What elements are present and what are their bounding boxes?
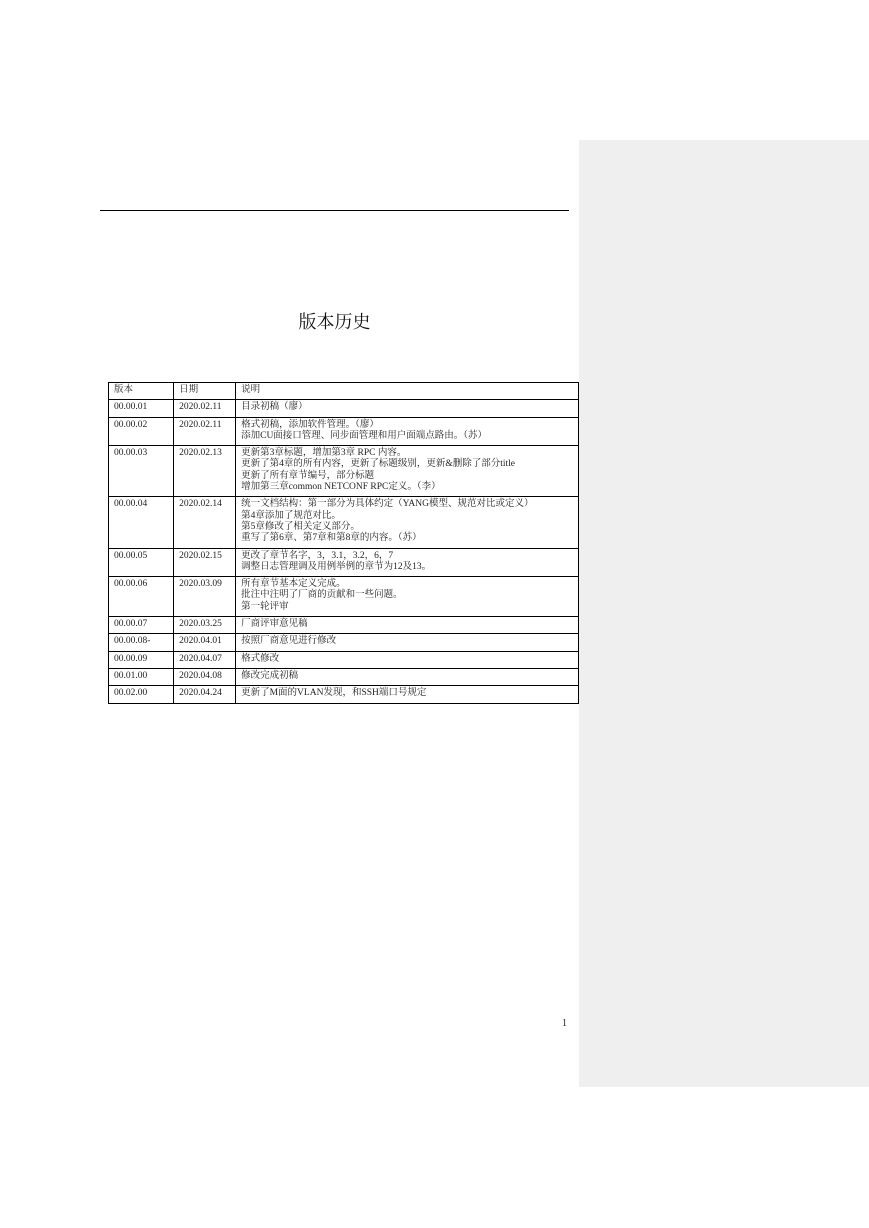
table-row [109,417,579,446]
table-row [109,577,579,617]
cell-date: 2020.04.08 [174,668,236,685]
description-line: 按照厂商意见进行修改 [241,636,337,647]
cell-version: 00.00.05 [109,548,174,577]
cell-date: 2020.04.01 [174,634,236,651]
header-rule [100,210,569,211]
description-line: 所有章节基本定义完成。 [241,579,346,590]
cell-version: 00.00.09 [109,651,174,668]
cell-date: 2020.02.14 [174,497,236,548]
page-number: 1 [562,1018,567,1029]
comment-pane [579,140,869,1087]
cell-description [236,651,579,668]
cell-description [236,497,579,548]
description-line: 格式初稿，添加软件管理。（廖） [241,419,379,430]
cell-date: 2020.02.15 [174,548,236,577]
description-line: 更新了M面的VLAN发现，和SSH端口号规定 [241,688,427,699]
table-row [109,400,579,417]
description-line: 修改完成初稿 [241,670,299,681]
table-row [109,634,579,651]
cell-version: 00.00.01 [109,400,174,417]
cell-date: 2020.02.11 [174,400,236,417]
cell-description [236,617,579,634]
cell-version: 00.02.00 [109,686,174,703]
header-date: 日期 [174,383,236,400]
table-row [109,548,579,577]
description-line: 增加第三章common NETCONF RPC定义。（李） [241,482,441,493]
version-history-table [108,382,579,704]
description-line: 格式修改 [241,653,280,664]
cell-version: 00.00.08- [109,634,174,651]
cell-description [236,548,579,577]
description-line: 添加CU面接口管理、同步面管理和用户面端点路由。（苏） [241,430,488,441]
table-row [109,446,579,497]
table-row [109,668,579,685]
table-row [109,497,579,548]
description-line: 统一文档结构：第一部分为具体约定（YANG模型、规范对比或定义） [241,499,534,510]
description-line: 更新了第4章的所有内容，更新了标题级别，更新&删除了部分title [241,459,516,470]
cell-description [236,577,579,617]
description-line: 第4章添加了规范对比。 [241,510,341,521]
cell-version: 00.00.03 [109,446,174,497]
cell-description [236,446,579,497]
cell-date: 2020.03.25 [174,617,236,634]
cell-version: 00.01.00 [109,668,174,685]
cell-version: 00.00.02 [109,417,174,446]
cell-version: 00.00.06 [109,577,174,617]
description-line: 厂商评审意见稿 [241,619,308,630]
description-line: 目录初稿（廖） [241,402,308,413]
cell-description [236,417,579,446]
cell-date: 2020.04.24 [174,686,236,703]
cell-description [236,634,579,651]
description-line: 更改了章节名字，3，3.1，3.2，6，7 [241,550,394,561]
cell-date: 2020.02.13 [174,446,236,497]
header-version: 版本 [109,383,174,400]
description-line: 第一轮评审 [241,601,289,612]
cell-date: 2020.02.11 [174,417,236,446]
description-line: 更新了所有章节编号，部分标题 [241,470,375,481]
cell-description [236,686,579,703]
description-line: 批注中注明了厂商的贡献和一些问题。 [241,590,403,601]
cell-description [236,668,579,685]
table-row [109,686,579,703]
cell-date: 2020.03.09 [174,577,236,617]
page-title: 版本历史 [298,312,371,333]
header-description: 说明 [236,383,579,400]
table-row [109,651,579,668]
description-line: 调整日志管理调及用例举例的章节为12及13。 [241,561,432,572]
table-header-row [109,383,579,400]
cell-description [236,400,579,417]
description-line: 更新第3章标题，增加第3章 RPC 内容。 [241,448,407,459]
description-line: 重写了第6章、第7章和第8章的内容。（苏） [241,533,422,544]
cell-date: 2020.04.07 [174,651,236,668]
table-row [109,617,579,634]
cell-version: 00.00.04 [109,497,174,548]
description-line: 第5章修改了相关定义部分。 [241,521,360,532]
cell-version: 00.00.07 [109,617,174,634]
